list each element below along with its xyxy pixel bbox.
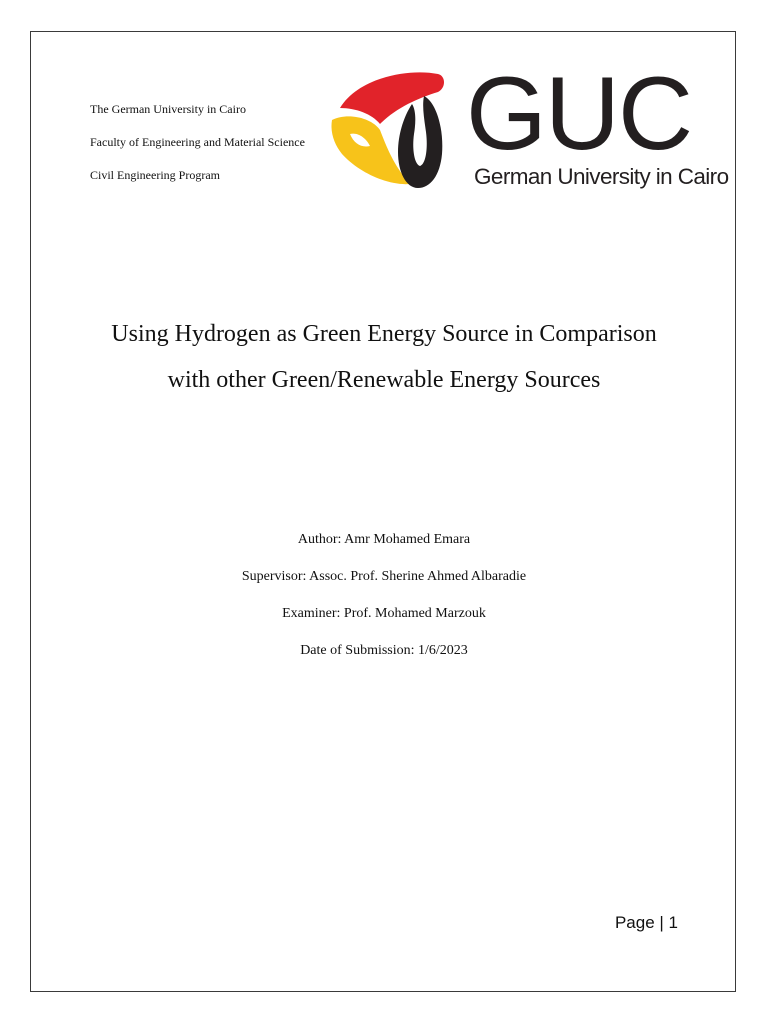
logo-wordmark: GUC <box>466 56 692 172</box>
title-line-1: Using Hydrogen as Green Energy Source in Comparison <box>111 321 657 347</box>
supervisor-line: Supervisor: Assoc. Prof. Sherine Ahmed Albaradie <box>241 569 527 584</box>
page-number: Page | 1 <box>614 913 678 932</box>
university-name: The German University in Cairo <box>90 102 246 116</box>
guc-emblem-icon <box>328 68 458 198</box>
author-line: Author: Amr Mohamed Emara <box>297 532 471 547</box>
institution-block <box>90 93 305 192</box>
faculty-name: Faculty of Engineering and Material Science <box>90 135 305 149</box>
submission-date-line: Date of Submission: 1/6/2023 <box>300 643 468 658</box>
title-line-2: with other Green/Renewable Energy Sources <box>167 367 601 393</box>
examiner-line: Examiner: Prof. Mohamed Marzouk <box>282 606 486 621</box>
guc-logo <box>328 56 729 198</box>
thesis-details <box>40 525 728 673</box>
thesis-title <box>40 311 728 403</box>
program-name: Civil Engineering Program <box>90 168 220 182</box>
logo-tagline: German University in Cairo <box>474 164 729 189</box>
